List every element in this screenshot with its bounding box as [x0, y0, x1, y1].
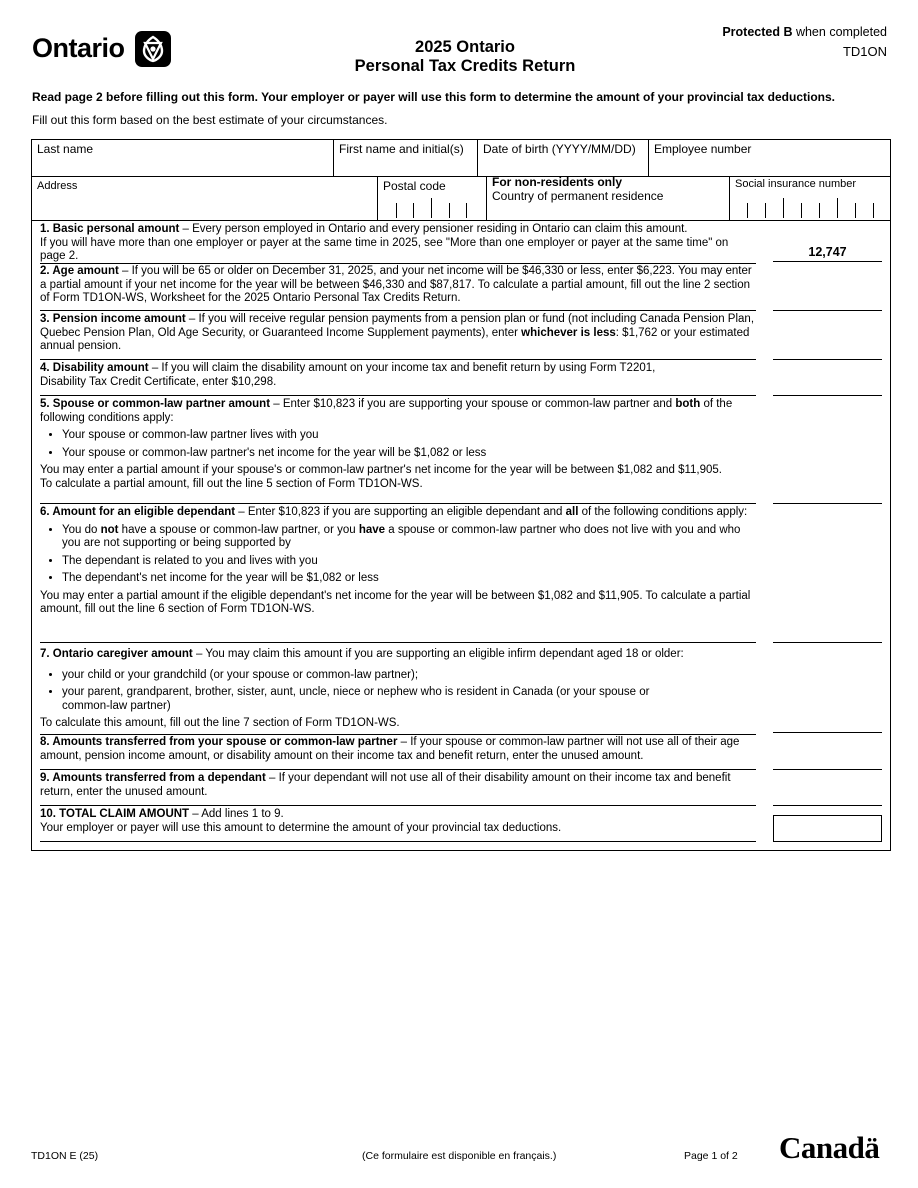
- list-item: • Your spouse or common-law partner's net income for the year will be $1,082 or less: [62, 447, 756, 461]
- divider: [486, 176, 487, 220]
- line-7-ontario-caregiver: 7. Ontario caregiver amount – You may claim this amount if you are supporting an eligible infirm dependant aged 18 or older: • your child or your grandchild (or your spouse or common-law partner); • your parent, grandparent, brother, sister, aunt, uncle, niece or nephew who is resident in Canada (or your spouse or common-law partner) To calculate this amount, fill out the line 7 section of Form TD1ON-WS.: [40, 648, 756, 731]
- list-item: • your child or your grandchild (or your spouse or common-law partner);: [62, 669, 756, 683]
- french-availability-note: (Ce formulaire est disponible en français.): [362, 1150, 557, 1162]
- line-4-disability-amount: 4. Disability amount – If you will claim the disability amount on your income tax and benefit return by using Form T2201, Disability Tax Credit Certificate, enter $10,298.: [40, 362, 656, 388]
- line-10-total-claim: 10. TOTAL CLAIM AMOUNT – Add lines 1 to 9. Your employer or payer will use this amount to determine the amount of your provincial tax deductions.: [40, 808, 562, 834]
- form-title-line1: 2025 Ontario: [415, 38, 515, 56]
- line-6-eligible-dependant: 6. Amount for an eligible dependant – Enter $10,823 if you are supporting an eligible dependant and all of the following conditions apply: • You do not have a spouse or common-law partner, or you have a spouse or common-law partner who does not live with you and who you are not supporting or being supported by • The dependant is related to you and lives with you • The dependant's net income for the year will be $1,082 or less You may enter a partial amount if the eligible dependant's net income for the year will be between $1,082 and $11,905. To calculate a partial amount, fill out the line 6 section of Form TD1ON-WS.: [40, 506, 756, 617]
- divider: [31, 220, 891, 221]
- list-item: • The dependant is related to you and lives with you: [62, 555, 756, 569]
- protected-label: Protected B when completed: [722, 25, 887, 39]
- first-name-field[interactable]: First name and initial(s): [339, 142, 464, 156]
- line-2-amount-field[interactable]: [773, 310, 882, 311]
- employee-number-field[interactable]: Employee number: [654, 142, 752, 156]
- address-field[interactable]: Address: [37, 180, 78, 192]
- canada-wordmark: Canadä: [779, 1130, 880, 1165]
- postal-code-field[interactable]: Postal code: [383, 179, 446, 193]
- line-8-amount-field[interactable]: [773, 769, 882, 770]
- trillium-icon: [135, 31, 171, 67]
- divider: [333, 139, 334, 176]
- line-3-pension-income-amount: 3. Pension income amount – If you will receive regular pension payments from a pension plan or fund (not including Canada Pension Plan, Quebec Pension Plan, Old Age Security, or Guaranteed Income Supplement payments), enter whichever is less: $1,762 or your estimated annual pension.: [40, 313, 755, 352]
- form-code: TD1ON: [842, 44, 887, 59]
- divider: [648, 139, 649, 176]
- form-title-line2: Personal Tax Credits Return: [354, 57, 576, 75]
- list-item: • You do not have a spouse or common-law partner, or you have a spouse or common-law partner who does not live with you and who you are not supporting or being supported by: [62, 524, 756, 551]
- line-5-amount-field[interactable]: [773, 503, 882, 504]
- last-name-field[interactable]: Last name: [37, 142, 94, 156]
- line-9-transfer-from-dependant: 9. Amounts transferred from a dependant – If your dependant will not use all of their disability amount on their income tax and benefit return, enter the unused amount.: [40, 772, 731, 798]
- line-6-amount-field[interactable]: [773, 642, 882, 643]
- list-item: • The dependant's net income for the year will be $1,082 or less: [62, 572, 756, 586]
- intro-instruction: Read page 2 before filling out this form. Your employer or payer will use this form to determine the amount of your provincial tax deductions.: [32, 90, 836, 104]
- form-code-footer: TD1ON E (25): [31, 1150, 99, 1162]
- date-of-birth-field[interactable]: Date of birth (YYYY/MM/DD): [483, 142, 636, 156]
- line-4-amount-field[interactable]: [773, 395, 882, 396]
- divider: [729, 176, 730, 220]
- list-item: • your parent, grandparent, brother, sister, aunt, uncle, niece or nephew who is resident in Canada (or your spouse or common-law partner): [62, 686, 682, 713]
- divider: [477, 139, 478, 176]
- country-of-residence-field[interactable]: For non-residents only Country of permanent residence: [492, 175, 664, 203]
- line-7-amount-field[interactable]: [773, 732, 882, 733]
- page-number: Page 1 of 2: [684, 1150, 738, 1162]
- total-claim-amount-field[interactable]: [773, 815, 882, 842]
- line-5-spouse-amount: 5. Spouse or common-law partner amount – Enter $10,823 if you are supporting your spouse or common-law partner and both of the following conditions apply: • Your spouse or common-law partner lives with you • Your spouse or common-law partner's net income for the year will be $1,082 or less You may enter a partial amount if your spouse's or common-law partner's net income for the year will be between $1,082 and $11,905. To calculate a partial amount, fill out the line 5 section of Form TD1ON-WS.: [40, 398, 756, 491]
- line-1-basic-personal-amount: 1. Basic personal amount – Every person employed in Ontario and every pensioner residing in Ontario can claim this amount. If you will have more than one employer or payer at the same time in 2025, see "More than one employer or payer at the same time" on page 2.: [40, 223, 729, 262]
- line-2-age-amount: 2. Age amount – If you will be 65 or older on December 31, 2025, and your net income will be $46,330 or less, enter $6,223. You may enter a partial amount if your net income for the year will be between $46,330 and $87,817. To calculate a partial amount, fill out the line 2 section of Form TD1ON-WS, Worksheet for the 2025 Ontario Personal Tax Credits Return.: [40, 265, 752, 304]
- divider: [31, 176, 891, 177]
- divider: [377, 176, 378, 220]
- line-8-transfer-from-spouse: 8. Amounts transferred from your spouse or common-law partner – If your spouse or common-law partner will not use all of their age amount, pension income amount, or disability amount on their income tax and benefit return, enter the unused amount.: [40, 736, 740, 762]
- list-item: • Your spouse or common-law partner lives with you: [62, 429, 756, 443]
- line-3-amount-field[interactable]: [773, 359, 882, 360]
- line-1-amount[interactable]: 12,747: [808, 245, 847, 259]
- intro-note: Fill out this form based on the best estimate of your circumstances.: [32, 113, 388, 127]
- sin-field[interactable]: Social insurance number: [735, 178, 857, 190]
- line-9-amount-field[interactable]: [773, 805, 882, 806]
- ontario-logo-text: Ontario: [32, 33, 125, 63]
